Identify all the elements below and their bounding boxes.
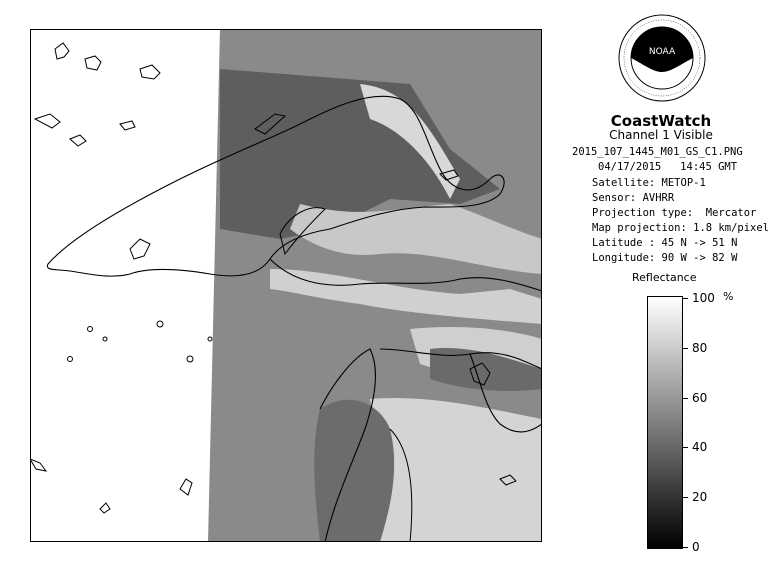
latitude-range: Latitude : 45 N -> 51 N xyxy=(592,237,738,249)
noaa-logo xyxy=(618,14,706,102)
datetime: 04/17/2015 14:45 GMT xyxy=(598,161,738,173)
colorbar-tick xyxy=(682,447,688,448)
colorbar-tick-label: 80 xyxy=(692,341,708,355)
projection-type: Projection type: Mercator xyxy=(592,207,757,219)
colorbar-tick-label: 20 xyxy=(692,490,708,504)
logo-text: NOAA xyxy=(648,47,676,57)
lake-michigan-water xyxy=(314,400,394,542)
colorbar-tick xyxy=(682,398,688,399)
colorbar-tick-label: 100 xyxy=(692,291,715,305)
colorbar-tick xyxy=(682,497,688,498)
channel-title: Channel 1 Visible xyxy=(609,128,713,142)
colorbar-tick-label: 60 xyxy=(692,391,708,405)
sensor: Sensor: AVHRR xyxy=(592,192,675,204)
legend-unit: % xyxy=(723,290,734,303)
reflectance-colorbar xyxy=(647,296,683,549)
colorbar-tick xyxy=(682,348,688,349)
colorbar-tick-label: 0 xyxy=(692,540,700,554)
satellite: Satellite: METOP-1 xyxy=(592,177,706,189)
legend-title: Reflectance xyxy=(632,271,697,284)
colorbar-tick xyxy=(682,298,688,299)
map-projection: Map projection: 1.8 km/pixel xyxy=(592,222,770,234)
colorbar-tick xyxy=(682,547,688,548)
filename: 2015_107_1445_M01_GS_C1.PNG xyxy=(572,146,743,158)
colorbar-tick-label: 40 xyxy=(692,440,708,454)
satellite-image xyxy=(30,29,542,542)
longitude-range: Longitude: 90 W -> 82 W xyxy=(592,252,738,264)
brand-title: CoastWatch xyxy=(610,112,712,130)
